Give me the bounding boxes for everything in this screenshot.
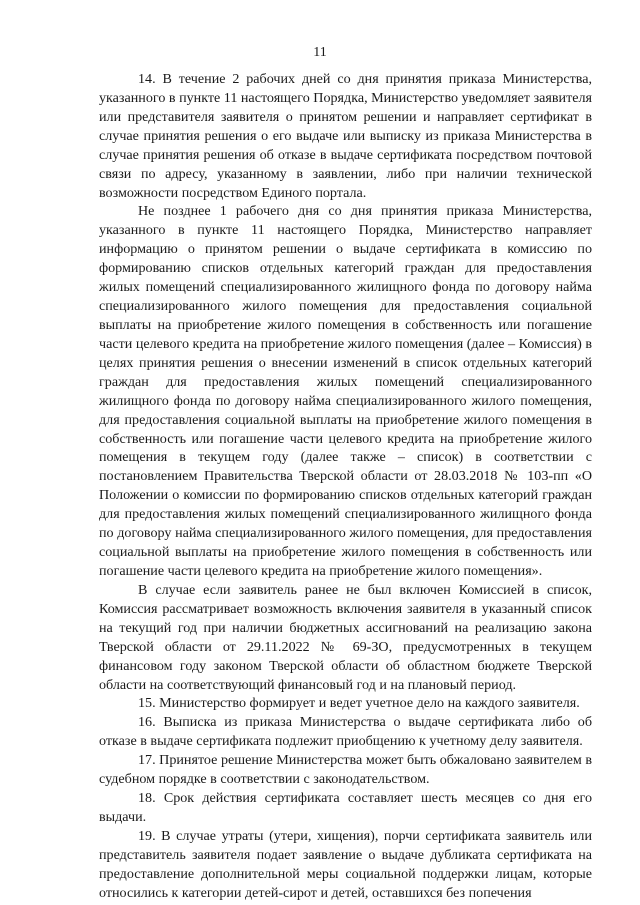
document-body bbox=[99, 70, 592, 903]
page-number: 11 bbox=[313, 45, 327, 60]
paragraph-14: 14. В течение 2 рабочих дней со дня принятия приказа Министерства, указанного в пункте 11 настоящего Порядка, Министерство уведомляет заявителя или представителя заявителя о принятом решении и направляет сертификат в случае принятия решения о его выдаче или выписку из приказа Министерства в случае принятия решения об отказе в выдаче сертификата посредством почтовой связи по адресу, указанному в заявлении, либо при наличии технической возможности посредством Единого портала. bbox=[99, 71, 593, 201]
paragraph-14-commission: В случае если заявитель ранее не был включен Комиссией в список, Комиссия рассматривает возможность включения заявителя в указанный список на текущий год при наличии бюджетных ассигнований на реализацию закона Тверской области от 29.11.2022 № 69-ЗО, предусмотренных в текущем финансовом году законом Тверской области об областном бюджете Тверской области на соответствующий финансовый год и на плановый период. bbox=[99, 581, 592, 693]
paragraph-15: 15. Министерство формирует и ведет учетное дело на каждого заявителя. bbox=[138, 695, 580, 712]
paragraph-19: 19. В случае утраты (утери, хищения), порчи сертификата заявитель или представитель заявителя подает заявление о выдаче дубликата сертификата на предоставление дополнительной меры социальной поддержки лицам, которые относились к категории детей-сирот и детей, оставшихся без попечения bbox=[99, 827, 592, 901]
paragraph-16: 16. Выписка из приказа Министерства о выдаче сертификата либо об отказе в выдаче сертификата подлежит приобщению к учетному делу заявителя. bbox=[99, 714, 592, 750]
paragraph-14-notification: Не позднее 1 рабочего дня со дня принятия приказа Министерства, указанного в пункте 11 настоящего Порядка, Министерство направляет информацию о принятом решении о выдаче сертификата в комиссию по формированию списков отдельных категорий граждан для предоставления жилых помещений специализированного жилищного фонда по договору найма специализированного жилого помещения для предоставления социальной выплаты на приобретение жилого помещения в собственность или погашение части целевого кредита на приобретение жилого помещения (далее – Комиссия) в целях принятия решения о внесении изменений в список отдельных категорий граждан для предоставления жилых помещений специализированного жилищного фонда по договору найма специализированного жилого помещения, для предоставления социальной выплаты на приобретение жилого помещения в собственность или погашение части целевого кредита на приобретение жилого помещения в текущем году (далее также – список) в соответствии с постановлением Правительства Тверской области от 28.03.2018 № 103-пп «О Положении о комиссии по формированию списков отдельных категорий граждан для предоставления жилых помещений специализированного жилищного фонда по договору найма специализированного жилого помещения, для предоставления социальной выплаты на приобретение жилого помещения в собственность или погашение части целевого кредита на приобретение жилого помещения». bbox=[99, 203, 592, 579]
paragraph-17: 17. Принятое решение Министерства может быть обжаловано заявителем в судебном порядке в соответствии с законодательством. bbox=[99, 752, 592, 788]
paragraph-18: 18. Срок действия сертификата составляет шесть месяцев со дня его выдачи. bbox=[99, 790, 592, 825]
